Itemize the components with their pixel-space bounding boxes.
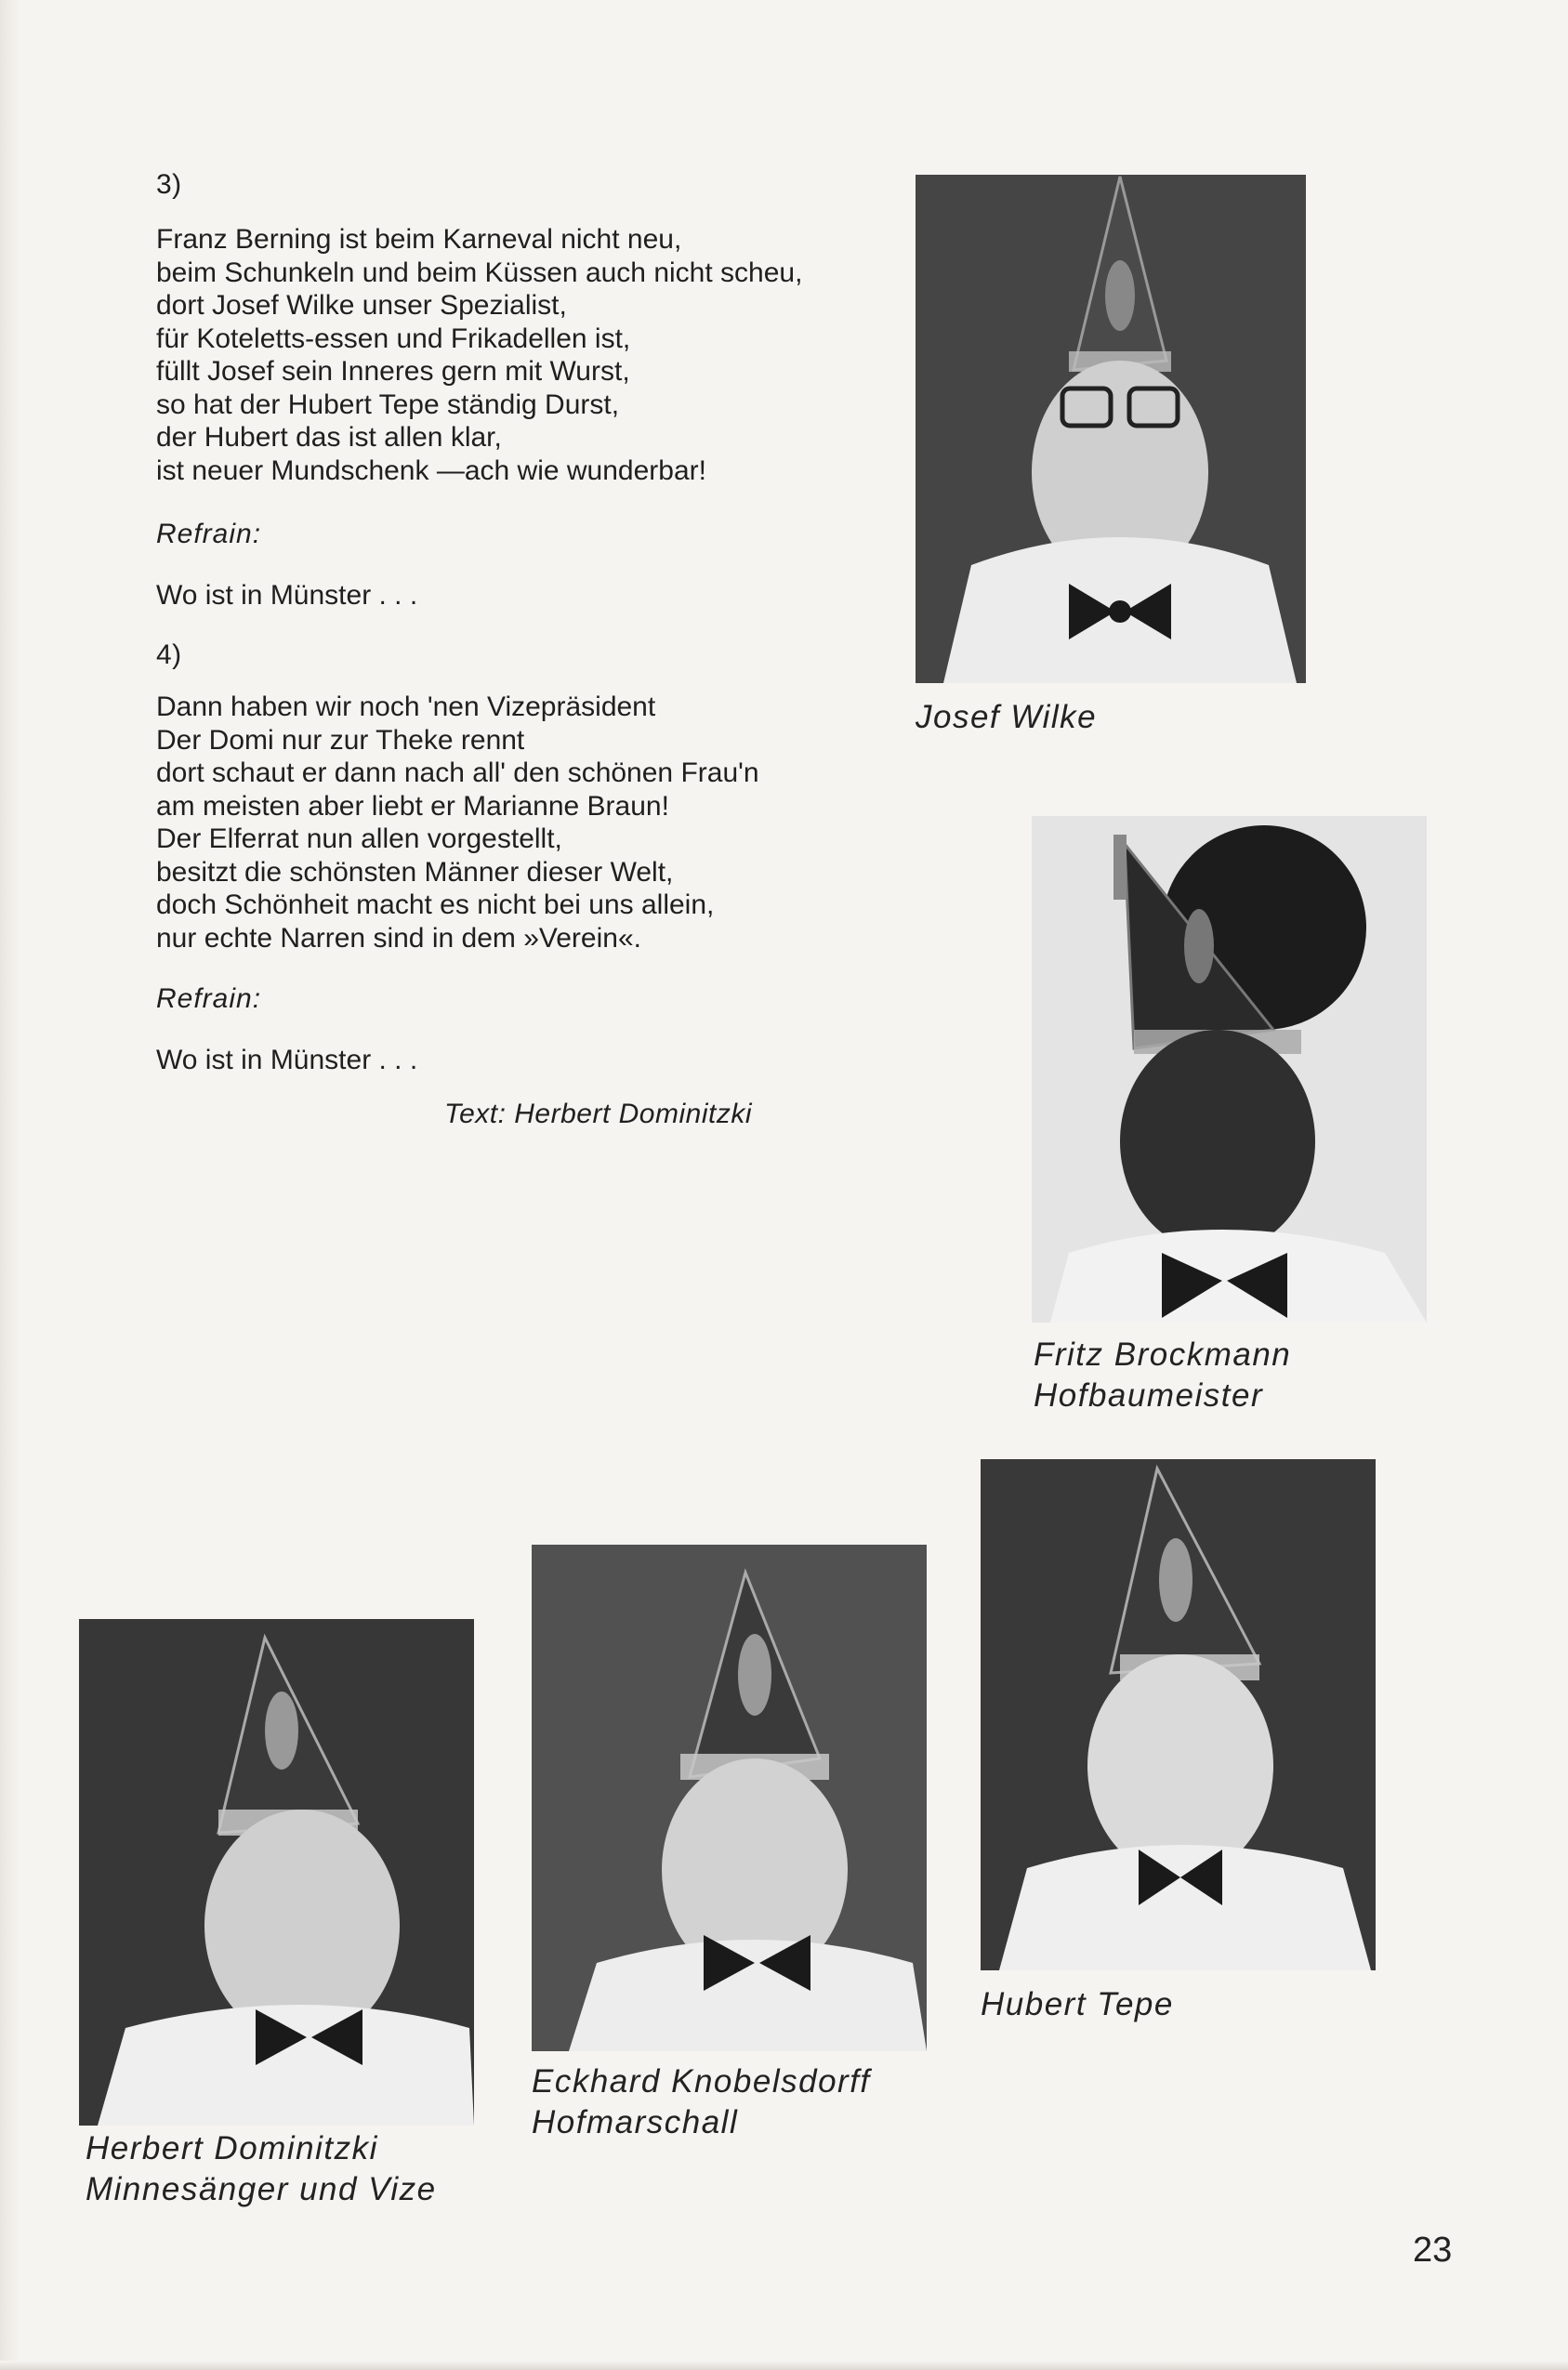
verse-line: der Hubert das ist allen klar,	[156, 422, 502, 453]
portrait-image	[79, 1619, 474, 2126]
verse-line: am meisten aber liebt er Marianne Braun!	[156, 790, 669, 822]
caption-title: Minnesänger und Vize	[86, 2171, 437, 2207]
caption-title: Hofmarschall	[532, 2104, 739, 2140]
caption-name: Hubert Tepe	[981, 1986, 1174, 2022]
verse-line: besitzt die schönsten Männer dieser Welt,	[156, 856, 674, 888]
verse-line: Dann haben wir noch 'nen Vizepräsident	[156, 691, 656, 722]
page-edge-shadow	[0, 0, 20, 2370]
photo-josef-wilke	[916, 175, 1306, 683]
verse-line: Der Domi nur zur Theke rennt	[156, 724, 525, 756]
verse-line: ist neuer Mundschenk —ach wie wunderbar!	[156, 454, 706, 486]
caption-name: Eckhard Knobelsdorff	[532, 2063, 871, 2100]
photo-hubert-tepe	[981, 1459, 1376, 1970]
page-bottom-shadow	[0, 2361, 1568, 2370]
verse-4-text	[156, 691, 759, 955]
caption-fritz-brockmann	[1034, 1335, 1291, 1416]
caption-hubert-tepe	[981, 1984, 1174, 2025]
caption-eckhard-knobelsdorff	[532, 2061, 871, 2143]
text-credit: Text: Herbert Dominitzki	[444, 1099, 752, 1129]
verse-line: Franz Berning ist beim Karneval nicht neu,	[156, 224, 682, 255]
verse-line: doch Schönheit macht es nicht bei uns allein,	[156, 889, 715, 920]
page-number: 23	[1413, 2231, 1453, 2270]
caption-name: Josef Wilke	[916, 699, 1098, 735]
photo-herbert-dominitzki	[79, 1619, 474, 2126]
refrain-label: Refrain:	[156, 519, 262, 549]
verse-4-number: 4)	[156, 639, 182, 670]
verse-line: füllt Josef sein Inneres gern mit Wurst,	[156, 356, 630, 387]
verse-line: so hat der Hubert Tepe ständig Durst,	[156, 388, 620, 420]
refrain-label: Refrain:	[156, 983, 262, 1014]
caption-title: Hofbaumeister	[1034, 1377, 1264, 1414]
verse-3-number: 3)	[156, 169, 182, 200]
verse-line: beim Schunkeln und beim Küssen auch nicht scheu,	[156, 257, 803, 288]
caption-name: Fritz Brockmann	[1034, 1336, 1292, 1373]
refrain-text: Wo ist in Münster . . .	[156, 580, 418, 611]
portrait-image	[532, 1545, 927, 2051]
verse-line: für Koteletts-essen und Frikadellen ist,	[156, 323, 631, 354]
caption-name: Herbert Dominitzki	[86, 2130, 378, 2166]
photo-fritz-brockmann	[1032, 816, 1427, 1323]
verse-line: nur echte Narren sind in dem »Verein«.	[156, 922, 641, 954]
caption-herbert-dominitzki	[86, 2128, 437, 2210]
verse-3-text	[156, 223, 802, 487]
verse-line: Der Elferrat nun allen vorgestellt,	[156, 823, 562, 854]
portrait-image	[981, 1459, 1376, 1970]
caption-josef-wilke	[916, 697, 1097, 738]
verse-line: dort schaut er dann nach all' den schönen Frau'n	[156, 757, 759, 788]
verse-line: dort Josef Wilke unser Spezialist,	[156, 290, 567, 321]
portrait-image	[1032, 816, 1427, 1323]
refrain-text: Wo ist in Münster . . .	[156, 1045, 418, 1075]
portrait-image	[916, 175, 1306, 683]
photo-eckhard-knobelsdorff	[532, 1545, 927, 2051]
